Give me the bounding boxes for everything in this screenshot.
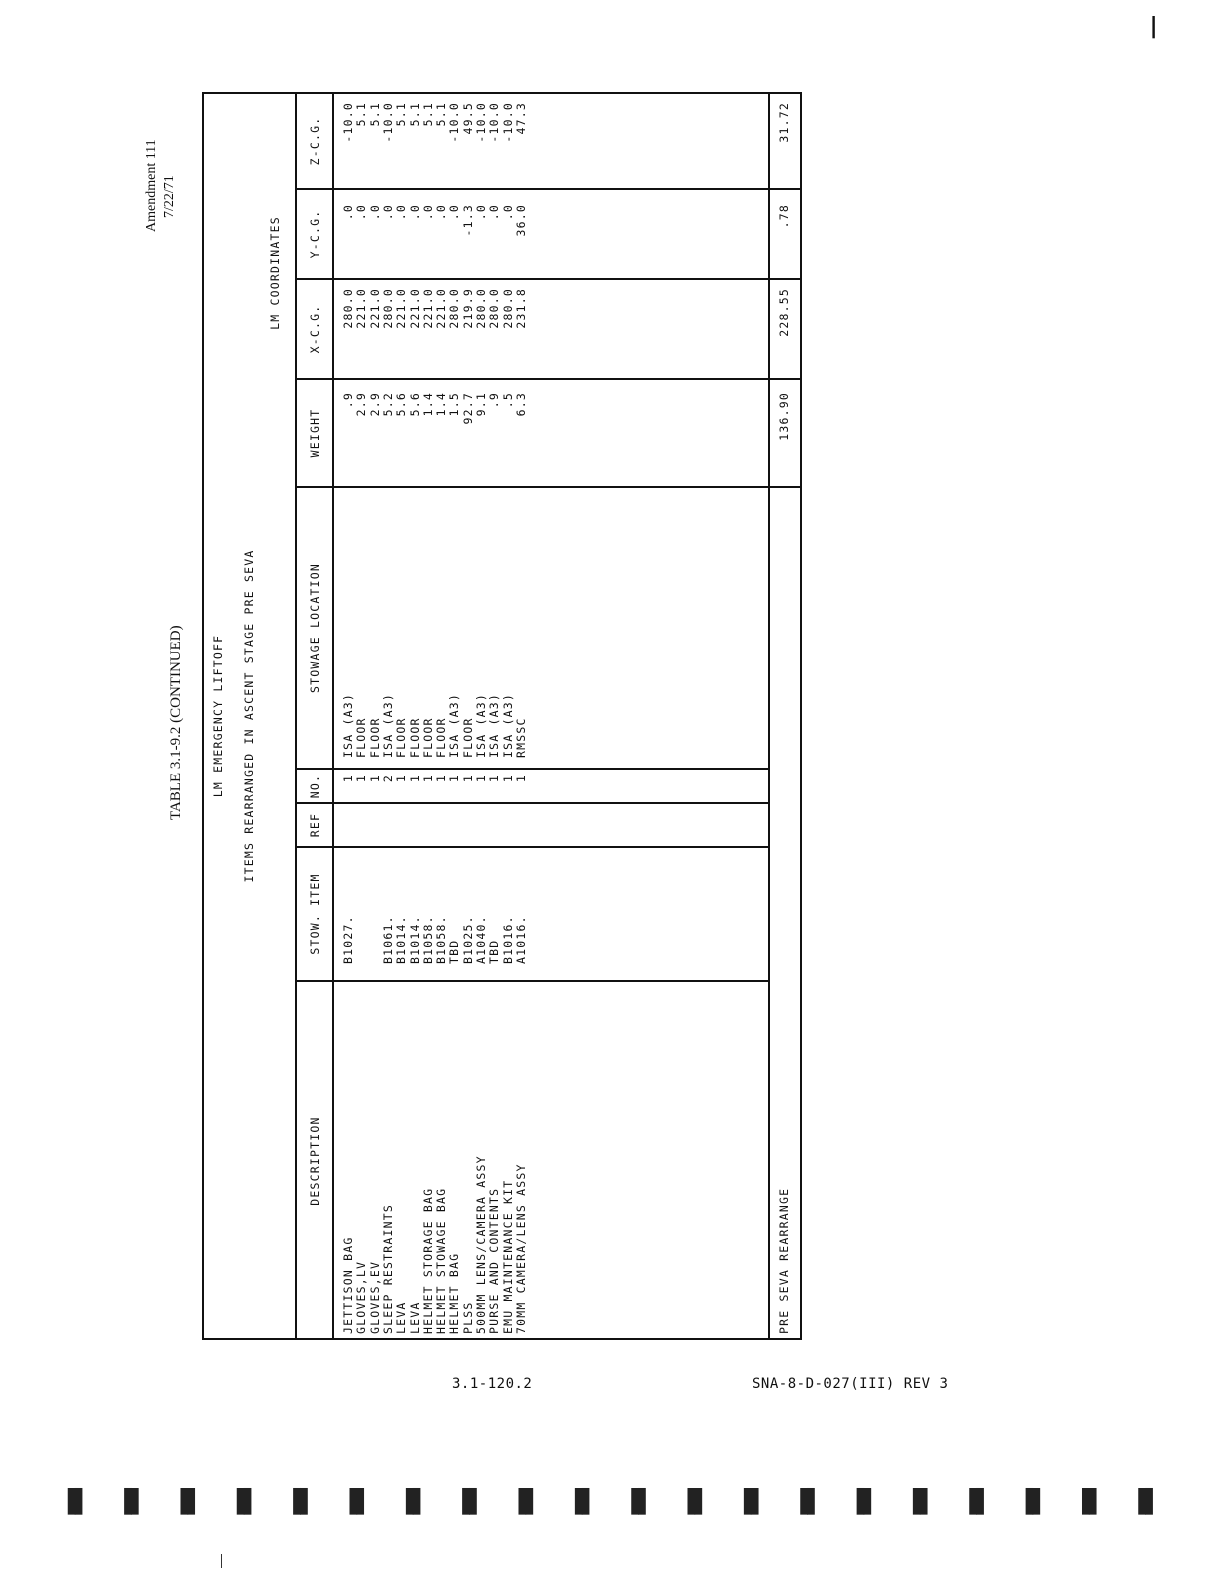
col-header-stow-item: STOW. ITEM — [308, 873, 322, 955]
cell-y: .0 — [367, 204, 382, 221]
cell-weight: 2.9 — [354, 392, 369, 417]
cell-description: HELMET BAG — [447, 1252, 462, 1334]
cell-y: .0 — [341, 204, 355, 221]
cell-z: 5.1 — [434, 102, 449, 127]
cell-weight: 6.3 — [513, 392, 528, 417]
cell-description: PURSE AND CONTENTS — [487, 1187, 502, 1334]
film-mark: ▐▌ — [792, 1488, 822, 1513]
film-mark: ▐▌ — [961, 1488, 991, 1513]
film-mark: ▐▌ — [1074, 1488, 1104, 1513]
cell-description: 500MM LENS/CAMERA ASSY — [474, 1155, 488, 1334]
cell-weight: .9 — [341, 392, 355, 409]
cell-description: HELMET STOWAGE BAG — [434, 1187, 449, 1334]
cell-weight: 1.4 — [434, 392, 449, 417]
cell-location: ISA (A3) — [500, 693, 515, 758]
cell-location: FLOOR — [420, 717, 435, 758]
col-header-no: NO. — [308, 773, 322, 799]
cell-location: ISA (A3) — [447, 693, 462, 758]
cell-location: ISA (A3) — [341, 693, 355, 758]
cell-stow-item: TBD — [447, 939, 462, 964]
cell-x: 219.9 — [460, 288, 475, 329]
cell-stow-item: B1058. — [434, 915, 449, 964]
cell-location: FLOOR — [460, 717, 475, 758]
cell-weight: 5.6 — [394, 392, 409, 417]
film-strip — [60, 1486, 1160, 1516]
total-label: PRE SEVA REARRANGE — [777, 1187, 791, 1334]
film-mark: ▐▌ — [229, 1488, 259, 1513]
cell-location: RMSSC — [513, 717, 528, 758]
cell-z: -10.0 — [341, 102, 355, 143]
cell-no: 1 — [474, 774, 488, 783]
cell-description: GLOVES,EV — [367, 1260, 382, 1334]
cell-stow-item: B1014. — [394, 915, 409, 964]
col-rule-location — [295, 486, 802, 488]
cell-description: PLSS — [460, 1301, 475, 1334]
total-weight: 136.90 — [777, 392, 791, 441]
cell-y: .0 — [407, 204, 422, 221]
col-header-weight: WEIGHT — [308, 408, 322, 458]
cell-weight: 1.4 — [420, 392, 435, 417]
col-rule-x — [295, 278, 802, 280]
film-mark: ▐▌ — [398, 1488, 428, 1513]
film-mark: ▐▌ — [285, 1488, 315, 1513]
cell-z: -10.0 — [447, 102, 462, 143]
cell-location: ISA (A3) — [380, 693, 395, 758]
cell-y: .0 — [447, 204, 462, 221]
cell-stow-item: B1025. — [460, 915, 475, 964]
cell-weight: 2.9 — [367, 392, 382, 417]
cell-description: GLOVES,LV — [354, 1260, 369, 1334]
cell-stow-item: B1014. — [407, 915, 422, 964]
cell-stow-item: B1058. — [420, 915, 435, 964]
total-y: .78 — [777, 204, 791, 229]
table-subtitle: ITEMS REARRANGED IN ASCENT STAGE PRE SEVA — [242, 549, 256, 883]
cell-x: 221.0 — [434, 288, 449, 329]
amendment-date: 7/22/71 — [162, 175, 177, 218]
cell-stow-item: A1040. — [474, 915, 488, 964]
cell-y: .0 — [394, 204, 409, 221]
cell-y: .0 — [420, 204, 435, 221]
cell-no: 1 — [500, 774, 515, 783]
col-header-ref: REF — [308, 812, 322, 838]
film-mark: ▐▌ — [60, 1488, 90, 1513]
cell-no: 1 — [460, 774, 475, 783]
cell-y: 36.0 — [513, 204, 528, 237]
cell-z: 5.1 — [394, 102, 409, 127]
table-caption: TABLE 3.1-9.2 (CONTINUED) — [168, 625, 184, 820]
col-rule-weight — [295, 378, 802, 380]
amendment-number: Amendment 111 — [144, 139, 159, 232]
film-mark: ▐▌ — [623, 1488, 653, 1513]
col-header-description: DESCRIPTION — [308, 1116, 322, 1206]
film-mark: ▐▌ — [1130, 1488, 1160, 1513]
cell-x: 280.0 — [341, 288, 355, 329]
cell-location: FLOOR — [434, 717, 449, 758]
col-rule-stow-item — [295, 846, 770, 848]
cell-stow-item: TBD — [487, 939, 502, 964]
cell-description: SLEEP RESTRAINTS — [380, 1204, 395, 1334]
cell-no: 1 — [394, 774, 409, 783]
cell-x: 221.0 — [407, 288, 422, 329]
cell-no: 1 — [341, 774, 355, 783]
cell-stow-item: B1027. — [341, 915, 355, 964]
cell-weight: 92.7 — [460, 392, 475, 425]
col-rule-description — [295, 980, 770, 982]
cell-location: ISA (A3) — [487, 693, 502, 758]
cell-x: 280.0 — [474, 288, 488, 329]
cell-description: EMU MAINTENANCE KIT — [500, 1179, 515, 1334]
col-rule-y — [295, 188, 802, 190]
corner-mark: | — [1147, 14, 1161, 39]
col-header-y: Y-C.G. — [308, 209, 322, 259]
cell-y: .0 — [500, 204, 515, 221]
cell-z: 5.1 — [407, 102, 422, 127]
cell-y: .0 — [487, 204, 502, 221]
cell-x: 221.0 — [354, 288, 369, 329]
cell-x: 221.0 — [394, 288, 409, 329]
cell-no: 1 — [354, 774, 369, 783]
bottom-tick — [221, 1554, 222, 1568]
total-x: 228.55 — [777, 288, 791, 337]
cell-y: .0 — [380, 204, 395, 221]
cell-location: FLOOR — [354, 717, 369, 758]
film-mark: ▐▌ — [736, 1488, 766, 1513]
page-number: 3.1-120.2 — [452, 1376, 533, 1392]
coordinates-header: LM COORDINATES — [268, 216, 282, 330]
cell-z: 5.1 — [354, 102, 369, 127]
cell-y: -1.3 — [460, 204, 475, 237]
cell-z: -10.0 — [474, 102, 488, 143]
cell-description: LEVA — [407, 1301, 422, 1334]
cell-x: 221.0 — [367, 288, 382, 329]
cell-stow-item: B1061. — [380, 915, 395, 964]
cell-y: .0 — [434, 204, 449, 221]
cell-weight: 1.5 — [447, 392, 462, 417]
cell-location: FLOOR — [367, 717, 382, 758]
cell-description: JETTISON BAG — [341, 1236, 355, 1334]
cell-z: -10.0 — [487, 102, 502, 143]
cell-x: 280.0 — [380, 288, 395, 329]
cell-x: 280.0 — [500, 288, 515, 329]
cell-no: 1 — [367, 774, 382, 783]
cell-location: FLOOR — [407, 717, 422, 758]
film-mark: ▐▌ — [510, 1488, 540, 1513]
cell-no: 2 — [380, 774, 395, 783]
cell-weight: .9 — [487, 392, 502, 409]
cell-x: 280.0 — [447, 288, 462, 329]
cell-no: 1 — [407, 774, 422, 783]
cell-z: 47.3 — [513, 102, 528, 135]
film-mark: ▐▌ — [1017, 1488, 1048, 1513]
col-header-z: Z-C.G. — [308, 116, 322, 166]
film-mark: ▐▌ — [567, 1488, 597, 1513]
cell-stow-item: A1016. — [513, 915, 528, 964]
table-title: LM EMERGENCY LIFTOFF — [211, 634, 225, 798]
film-mark: ▐▌ — [679, 1488, 709, 1513]
film-mark: ▐▌ — [848, 1488, 878, 1513]
film-mark: ▐▌ — [116, 1488, 146, 1513]
cell-x: 280.0 — [487, 288, 502, 329]
cell-description: 70MM CAMERA/LENS ASSY — [513, 1163, 528, 1334]
total-z: 31.72 — [777, 102, 791, 143]
cell-y: .0 — [354, 204, 369, 221]
cell-z: 5.1 — [420, 102, 435, 127]
cell-weight: 9.1 — [474, 392, 488, 417]
cell-z: 49.5 — [460, 102, 475, 135]
cell-x: 231.8 — [513, 288, 528, 329]
document-code: SNA-8-D-027(III) REV 3 — [752, 1376, 949, 1392]
cell-stow-item: B1016. — [500, 915, 515, 964]
col-rule-ref — [295, 802, 770, 804]
cell-z: 5.1 — [367, 102, 382, 127]
cell-no: 1 — [434, 774, 449, 783]
cell-description: LEVA — [394, 1301, 409, 1334]
cell-location: ISA (A3) — [474, 693, 488, 758]
cell-no: 1 — [420, 774, 435, 783]
cell-z: -10.0 — [380, 102, 395, 143]
film-mark: ▐▌ — [454, 1488, 484, 1513]
col-header-location: STOWAGE LOCATION — [308, 563, 322, 693]
cell-x: 221.0 — [420, 288, 435, 329]
film-mark: ▐▌ — [172, 1488, 202, 1513]
cell-weight: 5.2 — [380, 392, 395, 417]
cell-no: 1 — [447, 774, 462, 783]
cell-weight: 5.6 — [407, 392, 422, 417]
cell-z: -10.0 — [500, 102, 515, 143]
stowage-table — [202, 100, 802, 1340]
col-rule-no — [295, 768, 770, 770]
film-mark: ▐▌ — [905, 1488, 935, 1513]
cell-y: .0 — [474, 204, 488, 221]
cell-weight: .5 — [500, 392, 515, 409]
film-mark: ▐▌ — [341, 1488, 371, 1513]
cell-no: 1 — [513, 774, 528, 783]
col-header-x: X-C.G. — [308, 304, 322, 354]
cell-location: FLOOR — [394, 717, 409, 758]
cell-no: 1 — [487, 774, 502, 783]
cell-description: HELMET STORAGE BAG — [420, 1187, 435, 1334]
